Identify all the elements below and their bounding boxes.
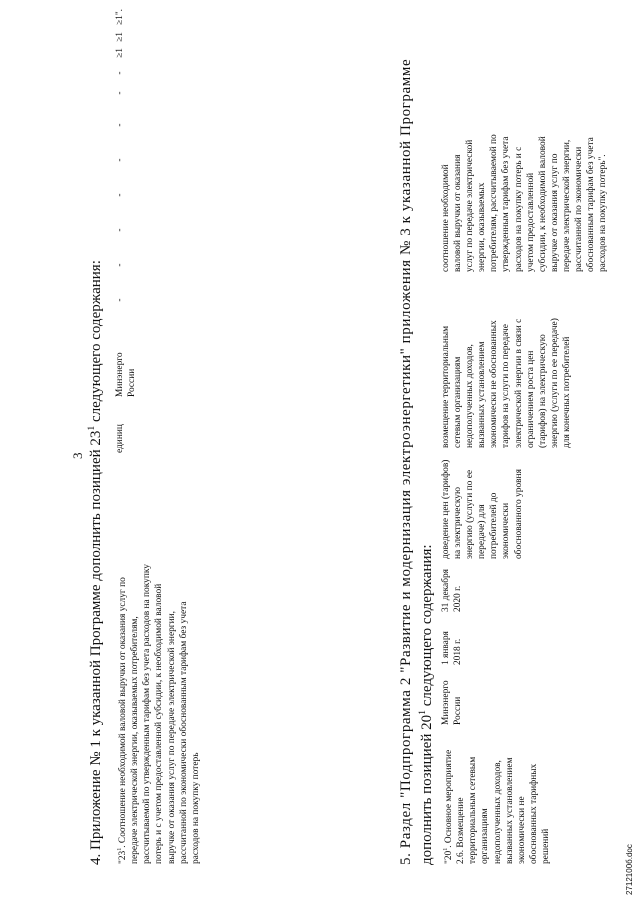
- row-23-value: -: [115, 228, 125, 232]
- row-23-value: -: [115, 91, 125, 95]
- row-20-start-date: 1 января 2018 г.: [441, 631, 464, 665]
- row-20-executor: Минэнерго России: [441, 680, 464, 725]
- row-23-value: -: [115, 158, 125, 162]
- row-20-expected-result: доведение цен (тарифов) на электрическую энергию (услуги по ее передаче) для потребителей до экономически обоснованного уровня: [441, 459, 524, 559]
- row-23-value: ≥1".: [115, 9, 125, 26]
- row-23-executor: Минэнерго России: [115, 352, 138, 397]
- row-20-name-cell: [440, 742, 552, 864]
- section-5-heading-line1: 5. Раздел "Подпрограмма 2 "Развитие и модернизация электроэнергетики" приложения № 3 к указанной Программе: [398, 58, 414, 865]
- section-4-heading-sup: 1: [86, 425, 97, 431]
- row-20-end-date: 31 декабря 2020 г.: [441, 569, 464, 612]
- row-23-number: "$23^1$.: [117, 845, 129, 864]
- row-23-value: -: [115, 298, 125, 302]
- row-23-indicator-name: Соотношение необходимой валовой выручки от оказания услуг по передаче электрической энергии, оказываемых потребителям, рассчитываемой по утвержденным тарифам без учета расходов на покупку потерь и с учетом предоставленной субсидии, к необходимой валовой выручке от оказания услуг по передаче электрической энергии, рассчитанной по экономически обоснованным тарифам без учета расходов на покупку потерь: [118, 564, 201, 864]
- row-20-main-directions: возмещение территориальным сетевым организациям недополученных доходов, вызванных установлением экономически не обоснованных тарифов на услуги по передаче электрической энергии в связи с ограничением роста цен (тарифов) на электрическую энергию (услуги по ее передаче) для конечных потребителей: [441, 318, 572, 448]
- section-4-heading: [86, 260, 105, 865]
- row-23-value: -: [115, 263, 125, 267]
- row-23-value: -: [115, 71, 125, 75]
- table-row-20-1: [440, 0, 640, 905]
- row-23-value: -: [115, 193, 125, 197]
- row-20-linked-indicators: соотношение необходимой валовой выручки от оказания услуг по передаче электрической энергии, оказываемых потребителям, рассчитываемой по утвержденным тарифам без учета расходов на покупку потерь и с учетом предоставленной субсидии, к необходимой валовой выручке от оказания услуг по передаче электрической энергии, рассчитанной по экономически обоснованным тарифам без учета расходов на покупку потерь".: [441, 134, 609, 272]
- section-5-heading-line2: дополнить позицией $20^1$ следующего содержания:: [417, 544, 435, 865]
- row-23-value: -: [115, 123, 125, 127]
- page-number: 3: [70, 452, 85, 459]
- row-23-name-cell: [114, 564, 202, 864]
- row-20-measure-name: Основное мероприятие 2.6. Возмещение территориальным сетевым организациям недополученных доходов, вызванных установлением экономически не обоснованных тарифных решений: [444, 749, 551, 864]
- row-23-value: ≥1: [115, 48, 125, 58]
- row-20-number: "$20^1$.: [443, 845, 455, 864]
- section-4-heading-text: 4. Приложение № 1 к указанной Программе дополнить позицией 23: [88, 430, 104, 865]
- section-4-heading-tail: следующего содержания:: [88, 260, 104, 426]
- row-23-unit: единиц: [115, 424, 125, 453]
- table-row-23-1: [114, 0, 314, 905]
- row-23-value: ≥1: [115, 32, 125, 42]
- footer-filename: 2712100б.doc: [625, 844, 634, 895]
